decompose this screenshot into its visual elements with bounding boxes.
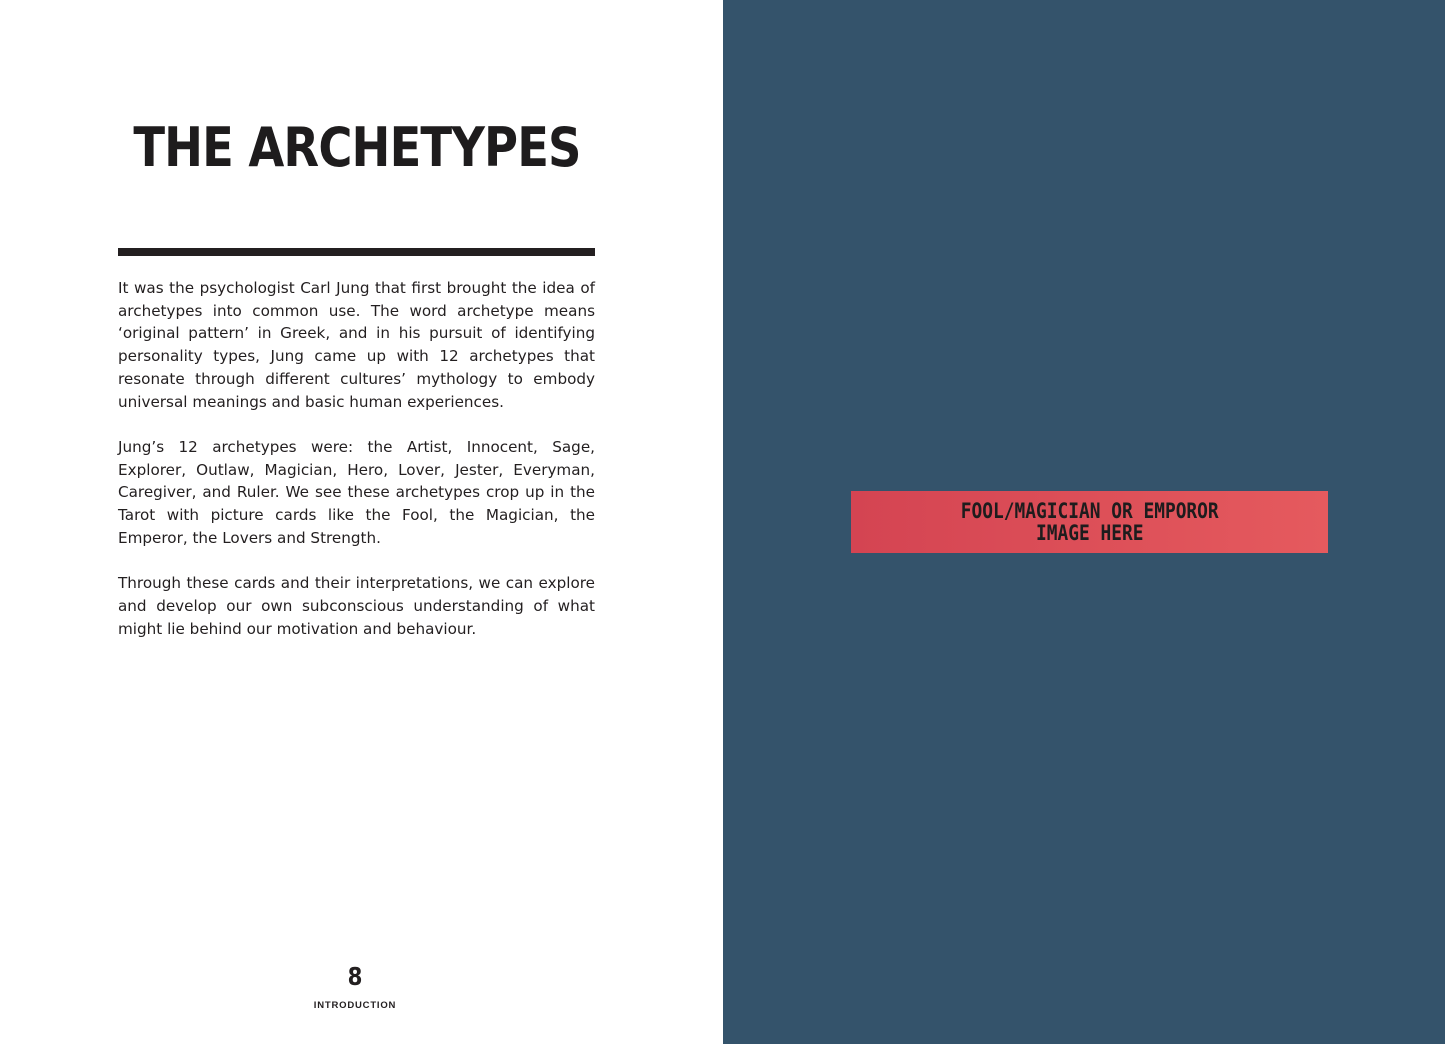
image-placeholder — [851, 491, 1328, 553]
title-divider — [118, 248, 595, 256]
image-placeholder-label: FOOL/MAGICIAN OR EMPOROR IMAGE HERE — [960, 499, 1219, 545]
page-title: THE ARCHETYPES — [133, 116, 581, 179]
paragraph-1: It was the psychologist Carl Jung that first brought the idea of archetypes into common use. The word archetype means ‘original pattern’ in Greek, and in his pursuit of identifying personality types, Jung came up with 12 archetypes that resonate through different cultures’ mythology to embody universal meanings and basic human experiences. — [118, 279, 595, 411]
paragraph-2: Jung’s 12 archetypes were: the Artist, Innocent, Sage, Explorer, Outlaw, Magician, Hero, Lover, Jester, Everyman, Caregiver, and Ruler. We see these archetypes crop up in the Tarot with picture cards like the Fool, the Magician, the Emperor, the Lovers and Strength. — [118, 437, 595, 547]
paragraph-3: Through these cards and their interpretations, we can explore and develop our own subconscious understanding of what might lie behind our motivation and behaviour. — [118, 574, 595, 638]
section-label: INTRODUCTION — [313, 1000, 397, 1011]
body-text — [118, 277, 595, 663]
page-number: 8 — [347, 962, 363, 991]
